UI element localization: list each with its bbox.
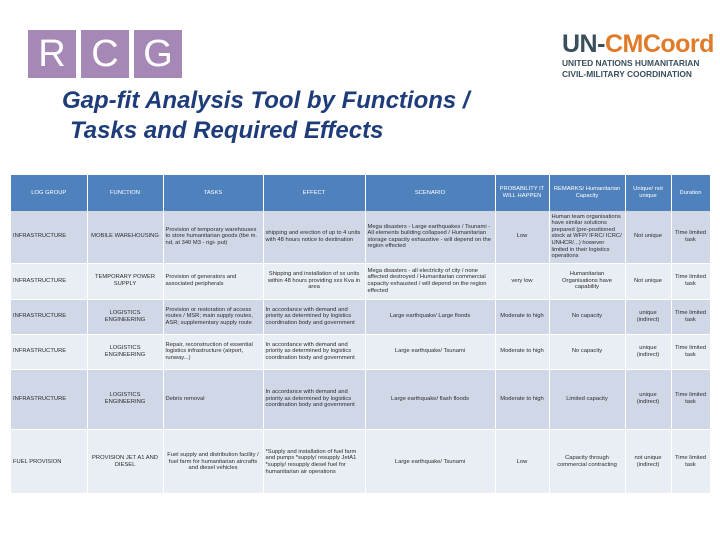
cell-duration: Time limited task [671, 369, 710, 429]
cell-probability: very low [495, 263, 549, 299]
header-probability: PROBABILITY IT WILL HAPPEN [495, 175, 549, 211]
header-log-group: LOG GROUP [11, 175, 87, 211]
cell-log-group: INFRASTRUCTURE [11, 299, 87, 334]
cell-remarks: No capacity [549, 334, 625, 369]
table-row [11, 334, 710, 369]
cell-tasks: Repair, reconstruction of essential logistics infrastructure (airport, runway...) [163, 334, 263, 369]
cell-scenario: Mega disasters - Large earthquakes / Tsunami - All elements building collapsed / Humanitarian storage capacity exhaustive - will depend on the region effected [365, 211, 495, 263]
cell-scenario: Large earthquake/ flash floods [365, 369, 495, 429]
cell-effect: shipping and erection of up to 4 units with 48 hours notice to destination [263, 211, 365, 263]
cell-tasks: Debris removal [163, 369, 263, 429]
table-row [11, 299, 710, 334]
cell-remarks: No capacity [549, 299, 625, 334]
cell-log-group: FUEL PROVISION [11, 429, 87, 493]
cell-tasks: Provision of temporary warehouses to store humanitarian goods (tbe m. nd, at 340 M3 - rigi- put) [163, 211, 263, 263]
cell-scenario: Large earthquake/ Large floods [365, 299, 495, 334]
cell-probability: Low [495, 211, 549, 263]
cell-unique: unique (indirect) [625, 334, 671, 369]
cell-tasks: Provision or restoration of access routes / MSR; main supply routes, ASR; supplementary supply route [163, 299, 263, 334]
un-wordmark-part2: CMCoord [604, 30, 714, 58]
header-unique: Unique/ not unique [625, 175, 671, 211]
cell-probability: Moderate to high [495, 369, 549, 429]
cell-function: LOGISTICS ENGINEERING [87, 369, 163, 429]
cell-function: MOBILE WAREHOUSING [87, 211, 163, 263]
cell-scenario: Large earthquake/ Tsunami [365, 429, 495, 493]
header-function: FUNCTION [87, 175, 163, 211]
table-row [11, 429, 710, 493]
cell-duration: Time limited task [671, 334, 710, 369]
cell-scenario: Mega disasters - all electricity of city / none affected destroyed / Humanitarian commercial capacity exhausted / will depend on the region effected [365, 263, 495, 299]
cell-remarks: Limited capacity [549, 369, 625, 429]
cell-probability: Moderate to high [495, 299, 549, 334]
un-wordmark-part1: UN- [562, 30, 605, 58]
un-cmcoord-logo [562, 30, 714, 80]
cell-unique: unique (indirect) [625, 369, 671, 429]
cell-tasks: Fuel supply and distribution facility / fuel farm for humanitarian aircrafts and diesel vehicles [163, 429, 263, 493]
cell-effect: In accordance with demand and priority as determined by logistics coordination body and government [263, 369, 365, 429]
cell-log-group: INFRASTRUCTURE [11, 369, 87, 429]
header-tasks: TASKS [163, 175, 263, 211]
table-header-row [11, 175, 710, 211]
rcg-letter-r: R [28, 30, 76, 78]
cell-unique: not unique (indirect) [625, 429, 671, 493]
cell-remarks: Human team organisations have similar solutions prepared (pre-positioned stock at WFP/ IFRC/ ICRC/ UNHCR/...) however limited in their logistics operations [549, 211, 625, 263]
cell-log-group: INFRASTRUCTURE [11, 263, 87, 299]
gap-fit-table [11, 175, 710, 493]
cell-probability: Moderate to high [495, 334, 549, 369]
header-effect: EFFECT [263, 175, 365, 211]
cell-unique: unique (indirect) [625, 299, 671, 334]
slide-title-line1: Gap-fit Analysis Tool by Functions / [62, 87, 470, 114]
cell-duration: Time limited task [671, 299, 710, 334]
un-subtitle-line1: UNITED NATIONS HUMANITARIAN [562, 58, 700, 68]
cell-function: PROVISION JET A1 AND DIESEL [87, 429, 163, 493]
cell-function: LOGISTICS ENGINEERING [87, 299, 163, 334]
cell-scenario: Large earthquake/ Tsunami [365, 334, 495, 369]
cell-probability: Low [495, 429, 549, 493]
rcg-letter-c: C [81, 30, 129, 78]
cell-log-group: INFRASTRUCTURE [11, 211, 87, 263]
table-row [11, 263, 710, 299]
table-row [11, 369, 710, 429]
cell-duration: Time limited task [671, 211, 710, 263]
un-subtitle-line2: CIVIL-MILITARY COORDINATION [562, 69, 692, 79]
header-duration: Duration [671, 175, 710, 211]
cell-unique: Not unique [625, 263, 671, 299]
cell-remarks: Capacity through commercial contracting [549, 429, 625, 493]
cell-effect: Shipping and installation of xx units within 48 hours providing xxx Kva in area [263, 263, 365, 299]
cell-duration: Time limited task [671, 429, 710, 493]
cell-remarks: Humanitarian Organisations have capability [549, 263, 625, 299]
header-scenario: SCENARIO [365, 175, 495, 211]
header-remarks: REMARKS/ Humanitarian Capacity [549, 175, 625, 211]
cell-unique: Not unique [625, 211, 671, 263]
cell-function: LOGISTICS ENGINEERING [87, 334, 163, 369]
rcg-letter-g: G [134, 30, 182, 78]
rcg-logo [28, 30, 182, 78]
un-cmcoord-wordmark [562, 30, 714, 58]
cell-effect: *Supply and installation of fuel farm and pumps *supply/ resupply JetA1 *supply/ resupply diesel fuel for humanitarian air operations [263, 429, 365, 493]
slide-title-line2: Tasks and Required Effects [70, 117, 384, 144]
cell-effect: In accordance with demand and priority as determined by logistics coordination body and government [263, 299, 365, 334]
cell-tasks: Provision of generators and associated peripherals [163, 263, 263, 299]
cell-function: TEMPORARY POWER SUPPLY [87, 263, 163, 299]
cell-log-group: INFRASTRUCTURE [11, 334, 87, 369]
slide-title [62, 86, 582, 146]
cell-duration: Time limited task [671, 263, 710, 299]
table-row [11, 211, 710, 263]
cell-effect: In accordance with demand and priority as determined by logistics coordination body and government [263, 334, 365, 369]
